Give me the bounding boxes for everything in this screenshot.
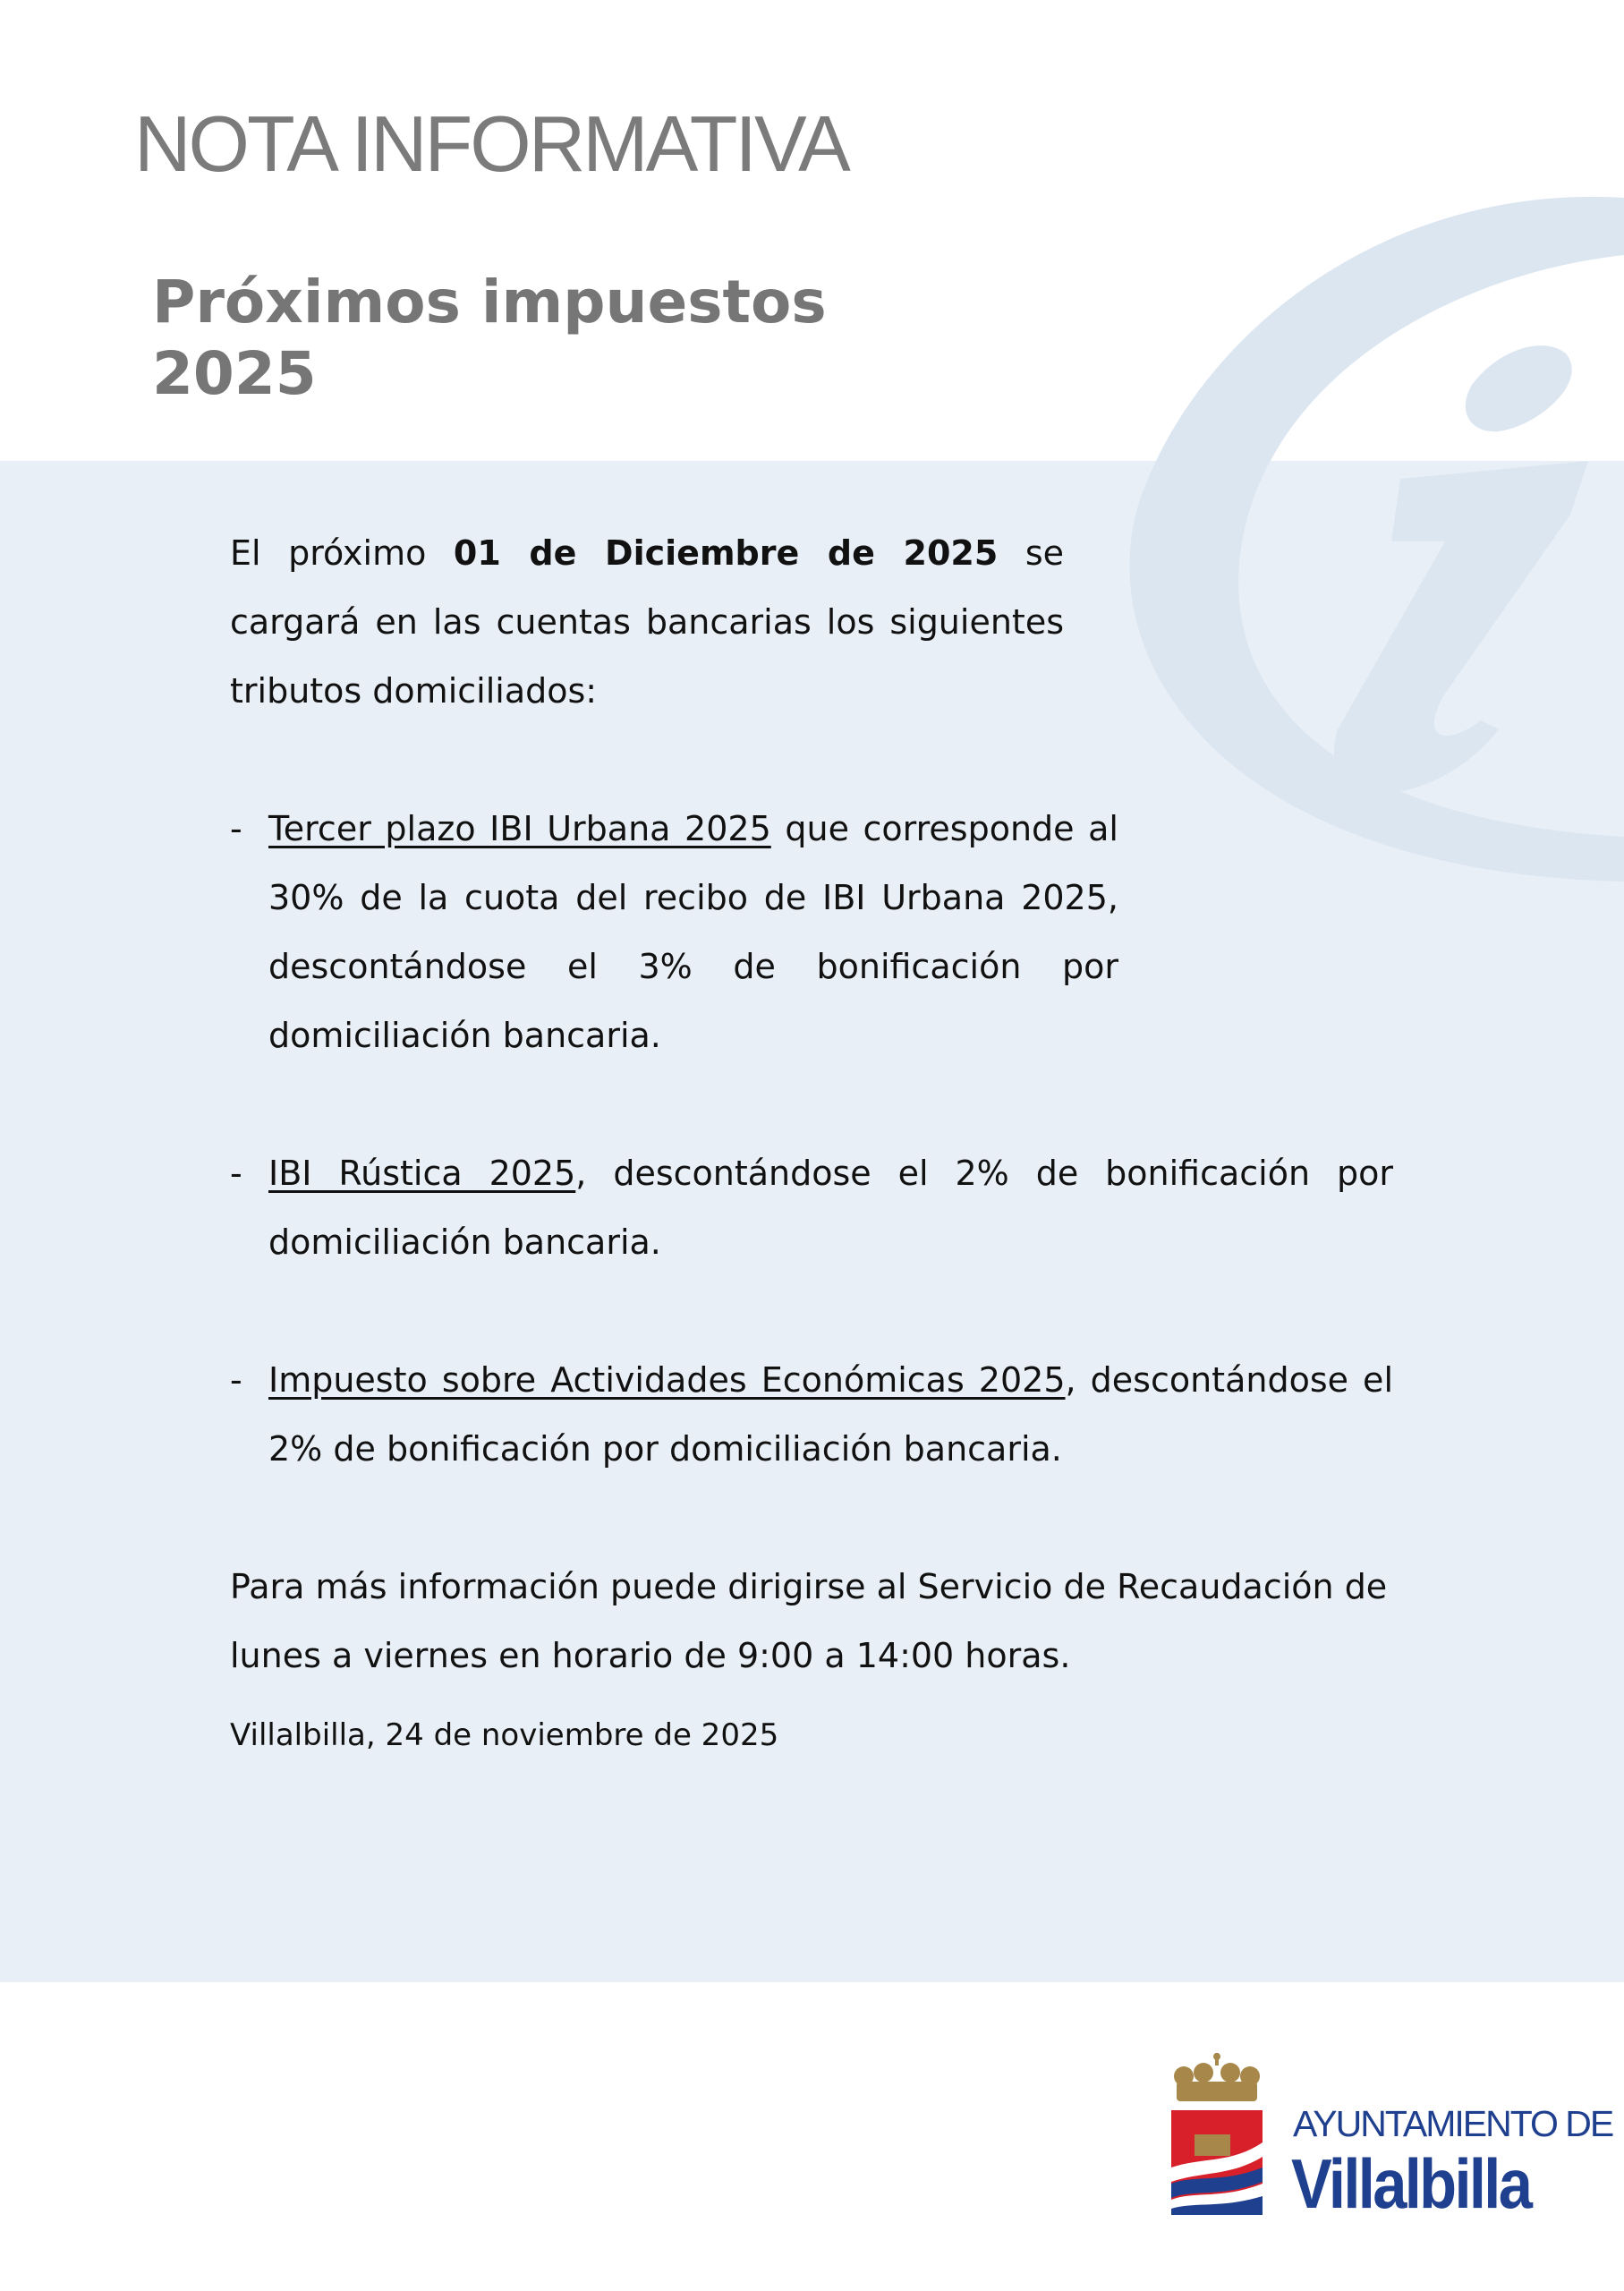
document-subtitle — [152, 267, 827, 410]
coat-of-arms-icon — [1168, 2049, 1266, 2219]
tax-item-ibi-urbana — [230, 795, 1118, 1070]
logo-line-1: AYUNTAMIENTO DE — [1293, 2103, 1613, 2144]
charge-date: 01 de Diciembre de 2025 — [453, 533, 999, 573]
intro-paragraph — [230, 519, 1064, 726]
intro-prefix: El próximo — [230, 533, 454, 573]
contact-info-paragraph: Para más información puede dirigirse al Servicio de Recaudación de lunes a viernes en horario de 9:00 a 14:00 horas. — [230, 1567, 1388, 1675]
tax-item-text: , descontándose el 2% de bonificación por domiciliación bancaria. — [268, 1360, 1393, 1469]
subtitle-line-2: 2025 — [152, 339, 317, 408]
municipality-logo — [1168, 2049, 1613, 2223]
list-dash: - — [230, 1154, 242, 1193]
page-title: NOTA INFORMATIVA — [134, 99, 848, 188]
subtitle-line-1: Próximos impuestos — [152, 268, 827, 336]
tax-item-ibi-rustica — [230, 1139, 1393, 1277]
tax-item-iae — [230, 1346, 1393, 1484]
list-dash: - — [230, 809, 242, 848]
logo-line-2: Villalbilla — [1291, 2144, 1531, 2223]
tax-item-text: que corresponde al 30% de la cuota del recibo de IBI Urbana 2025, descontándose el 3% de bonificación por domiciliación bancaria. — [268, 809, 1118, 1055]
tax-item-title: IBI Rústica 2025 — [268, 1154, 576, 1193]
tax-item-title: Impuesto sobre Actividades Económicas 2025 — [268, 1360, 1066, 1400]
tax-item-text: , descontándose el 2% de bonificación por domiciliación bancaria. — [268, 1154, 1393, 1262]
list-dash: - — [230, 1360, 242, 1400]
tax-item-title: Tercer plazo IBI Urbana 2025 — [268, 809, 771, 848]
notice-body — [230, 519, 1393, 1762]
place-and-date: Villalbilla, 24 de noviembre de 2025 — [230, 1717, 779, 1753]
intro-suffix: se cargará en las cuentas bancarias los siguientes tributos domiciliados: — [230, 533, 1064, 711]
